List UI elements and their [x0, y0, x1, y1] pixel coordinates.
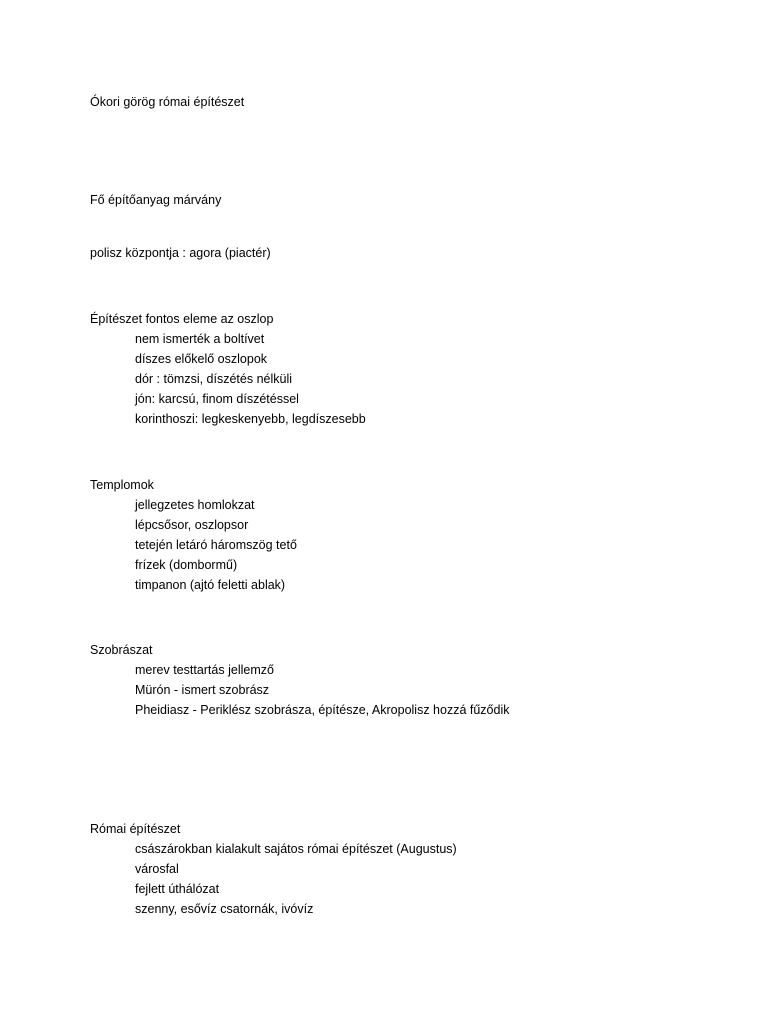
- list-item: díszes előkelő oszlopok: [135, 352, 268, 366]
- list-item: jón: karcsú, finom díszétéssel: [135, 392, 299, 406]
- list-item: frízek (dombormű): [135, 558, 238, 572]
- list-item: császárokban kialakult sajátos római építészet (Augustus): [135, 842, 457, 856]
- list-item: tetején letáró háromszög tető: [135, 538, 297, 552]
- list-item: timpanon (ajtó feletti ablak): [135, 578, 286, 592]
- material-line: Fő építőanyag márvány: [90, 193, 222, 207]
- list-item: jellegzetes homlokzat: [135, 498, 255, 512]
- list-item: nem ismerték a boltívet: [135, 332, 265, 346]
- list-item: dór : tömzsi, díszétés nélküli: [135, 372, 293, 386]
- section-heading: Templomok: [90, 478, 154, 492]
- list-item: lépcsősor, oszlopsor: [135, 518, 249, 532]
- document-title: Ókori görög római építészet: [90, 95, 245, 109]
- list-item: merev testtartás jellemző: [135, 663, 274, 677]
- list-item: városfal: [135, 862, 179, 876]
- list-item: Pheidiasz - Periklész szobrásza, építésze, Akropolisz hozzá fűződik: [135, 703, 510, 717]
- section-heading: Szobrászat: [90, 643, 153, 657]
- list-item: szenny, esővíz csatornák, ivóvíz: [135, 902, 314, 916]
- list-item: korinthoszi: legkeskenyebb, legdíszesebb: [135, 412, 366, 426]
- section-heading: Római építészet: [90, 822, 181, 836]
- polis-line: polisz központja : agora (piactér): [90, 246, 271, 260]
- section-heading: Építészet fontos eleme az oszlop: [90, 312, 274, 326]
- list-item: fejlett úthálózat: [135, 882, 220, 896]
- list-item: Mürón - ismert szobrász: [135, 683, 270, 697]
